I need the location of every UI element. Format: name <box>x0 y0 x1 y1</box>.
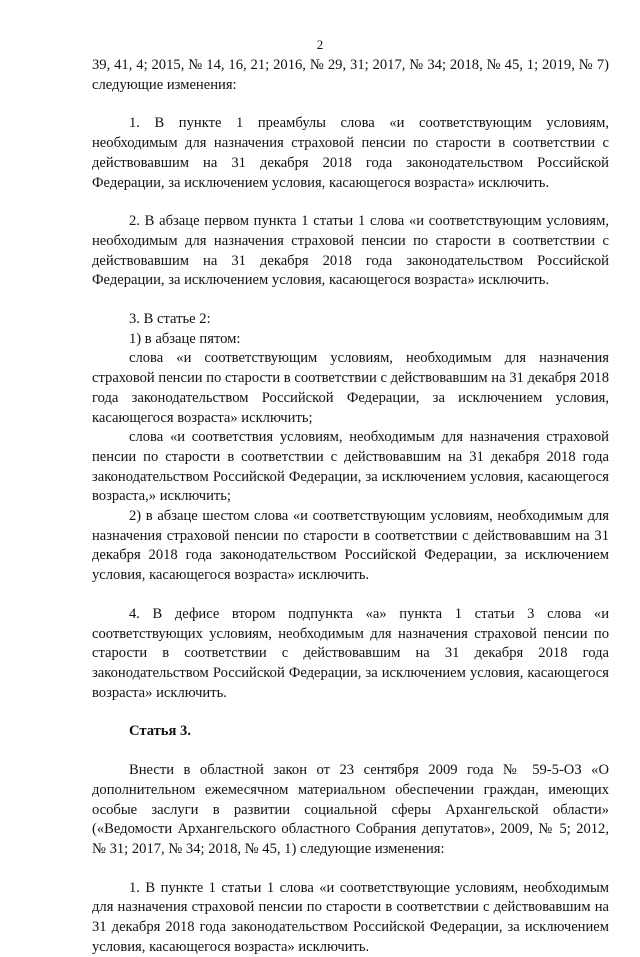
page-number: 2 <box>316 37 324 52</box>
paragraph-item-4: 4. В дефисе втором подпункта «а» пункта 1 статьи 3 слова «и соответствующих условиям, необходимым для назначения страховой пенсии по старости в соответствии с действовавшим на 31 декабря 2018 года законодательством Российской Федерации, за исключением условия, касающегося возраста» исключить. <box>92 605 609 701</box>
paragraph-item-1: 1. В пункте 1 преамбулы слова «и соответствующим условиям, необходимым для назначения страховой пенсии по старости в соответствии с действовавшим на 31 декабря 2018 года законодательством Российской Федерации, за исключением условия, касающегося возраста» исключить. <box>92 115 609 191</box>
paragraph-words-2: слова «и соответствия условиям, необходимым для назначения страховой пенсии по старости в соответствии с действовавшим на 31 декабря 2018 года законодательством Российской Федерации, за исключением условия, касающегося возраста,» исключить; <box>92 429 609 505</box>
paragraph-continuation: 39, 41, 4; 2015, № 14, 16, 21; 2016, № 29, 31; 2017, № 34; 2018, № 45, 1; 2019, № 7) следующие изменения: <box>92 57 609 93</box>
paragraph-article-3-item-1: 1. В пункте 1 статьи 1 слова «и соответствующие условиям, необходимым для назначения страховой пенсии по старости в соответствии с действовавшим на 31 декабря 2018 года законодательством Российской Федерации, за исключением условия, касающегося возраста» исключить. <box>92 879 609 955</box>
article-3-title: Статья 3. <box>129 723 191 740</box>
document-body <box>92 56 609 957</box>
paragraph-words-1: слова «и соответствующим условиям, необходимым для назначения страховой пенсии по старости в соответствии с действовавшим на 31 декабря 2018 года законодательством Российской Федерации, за исключением условия, касающегося возраста» исключить; <box>92 350 609 426</box>
paragraph-item-2: 2. В абзаце первом пункта 1 статьи 1 слова «и соответствующим условиям, необходимым для назначения страховой пенсии по старости в соответствии с действовавшим на 31 декабря 2018 года законодательством Российской Федерации, за исключением условия, касающегося возраста» исключить. <box>92 213 609 289</box>
paragraph-subitem-1: 1) в абзаце пятом: <box>129 330 241 347</box>
paragraph-item-3: 3. В статье 2: <box>129 311 211 328</box>
paragraph-article-3-intro: Внести в областной закон от 23 сентября 2009 года № 59-5-ОЗ «О дополнительном ежемесячном материальном обеспечении граждан, имеющих особые заслуги в развитии социальной сферы Архангельской области» («Ведомости Архангельского областного Собрания депутатов», 2009, № 5; 2012, № 31; 2017, № 34; 2018, № 45, 1) следующие изменения: <box>92 762 609 857</box>
paragraph-subitem-2: 2) в абзаце шестом слова «и соответствующим условиям, необходимым для назначения страховой пенсии по старости в соответствии с действовавшим на 31 декабря 2018 года законодательством Российской Федерации, за исключением условия, касающегося возраста» исключить. <box>92 508 609 584</box>
